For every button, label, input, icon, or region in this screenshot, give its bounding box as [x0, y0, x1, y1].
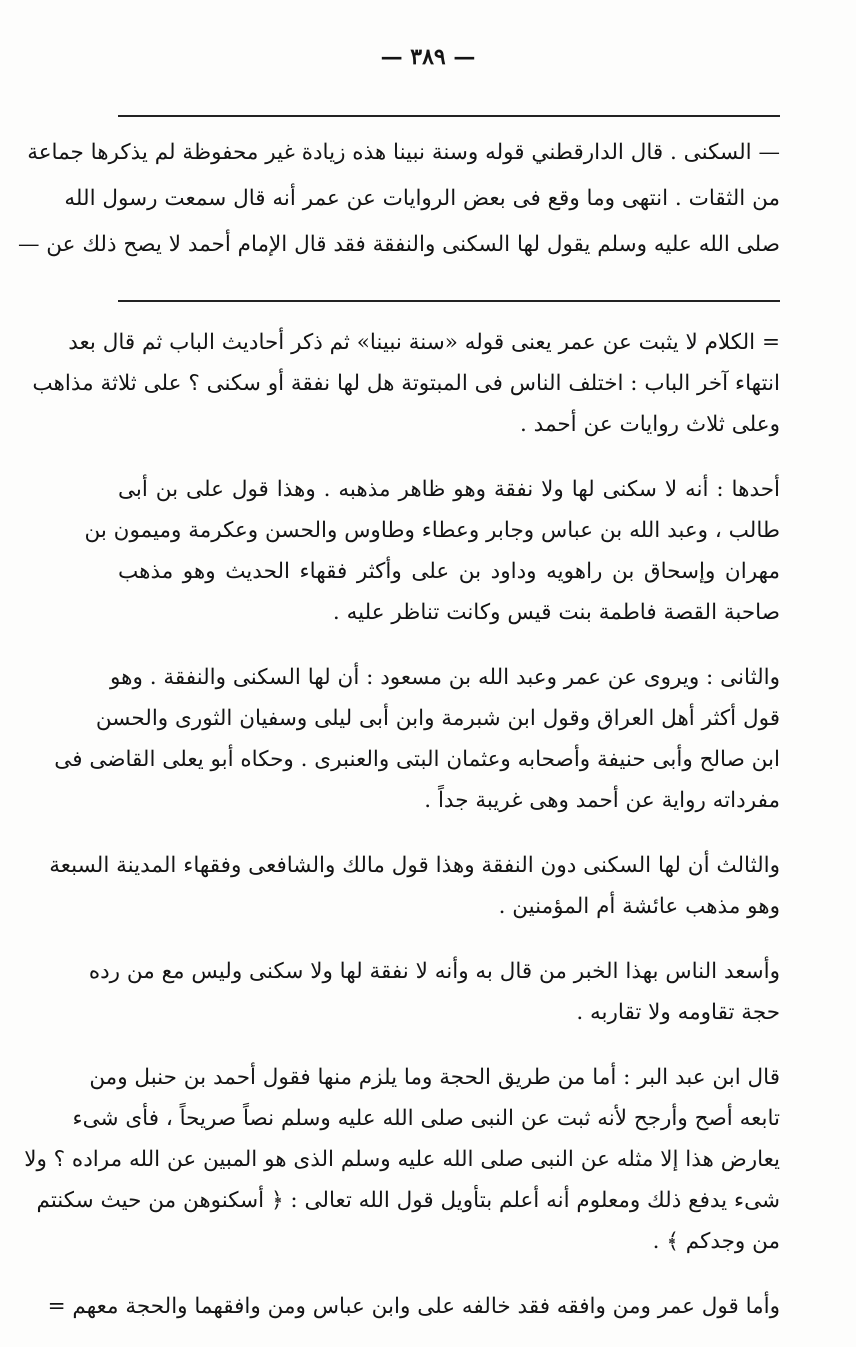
page-number: — ٣٨٩ — [380, 44, 476, 70]
paragraph-strongest-view [88, 951, 780, 1033]
text-line: طالب ، وعبد الله بن عباس وجابر وعطاء وطاوس والحسن وعكرمة وميمون بن [84, 518, 780, 543]
paragraph-second-opinion [54, 657, 780, 821]
text-line: شىء يدفع ذلك ومعلوم أنه أعلم بتأويل قول الله تعالى : ﴿ أسكنوهن من حيث سكنتم [36, 1188, 780, 1213]
text-line: ابن صالح وأبى حنيفة وأصحابه وعثمان البتى والعنبرى . وحكاه أبو يعلى القاضى فى [54, 747, 780, 772]
paragraph-umar-opinion [47, 1286, 780, 1327]
text-line: والثانى : ويروى عن عمر وعبد الله بن مسعود : أن لها السكنى والنفقة . وهو [110, 665, 780, 690]
text-line: وأما قول عمر ومن وافقه فقد خالفه على وابن عباس ومن وافقهما والحجة معهم = [47, 1294, 780, 1319]
text-line: قال ابن عبد البر : أما من طريق الحجة وما يلزم منها فقول أحمد بن حنبل ومن [89, 1065, 780, 1090]
footnote-separator-rule [118, 300, 780, 302]
paragraph-ibn-abd-al-barr [24, 1057, 780, 1262]
main-text [24, 322, 780, 1351]
text-line: وعلى ثلاث روايات عن أحمد . [520, 412, 780, 437]
text-line: من وجدكم ﴾ . [652, 1229, 780, 1254]
paragraph-third-opinion [49, 845, 780, 927]
text-line: انتهاء آخر الباب : اختلف الناس فى المبتوتة هل لها نفقة أو سكنى ؟ على ثلاثة مذاهب [32, 371, 780, 396]
text-line: حجة تقاومه ولا تقاربه . [576, 1000, 780, 1025]
text-line: وأسعد الناس بهذا الخبر من قال به وأنه لا نفقة لها ولا سكنى وليس مع من رده [88, 959, 780, 984]
text-line: يعارض هذا إلا مثله عن النبى صلى الله عليه وسلم الذى هو المبين عن الله مراده ؟ ولا [24, 1147, 780, 1172]
paragraph-first-opinion [84, 469, 780, 633]
footnote-block [17, 130, 780, 268]
text-line: مفرداته رواية عن أحمد وهى غريبة جداً . [424, 788, 780, 813]
footnote-line: — السكنى . قال الدارقطني قوله وسنة نبينا هذه زيادة غير محفوظة لم يذكرها جماعة [27, 140, 780, 165]
header-rule [118, 115, 780, 117]
text-line: صاحبة القصة فاطمة بنت قيس وكانت تناظر عليه . [332, 600, 780, 625]
paragraph-continuation [32, 322, 780, 445]
text-line: = الكلام لا يثبت عن عمر يعنى قوله «سنة نبينا» ثم ذكر أحاديث الباب ثم قال بعد [68, 330, 780, 355]
text-line: أحدها : أنه لا سكنى لها ولا نفقة وهو ظاهر مذهبه . وهذا قول على بن أبى [118, 477, 780, 502]
footnote-line: من الثقات . انتهى وما وقع فى بعض الروايات عن عمر أنه قال سمعت رسول الله [64, 186, 780, 211]
text-line: قول أكثر أهل العراق وقول ابن شبرمة وابن أبى ليلى وسفيان الثورى والحسن [95, 706, 780, 731]
text-line: والثالث أن لها السكنى دون النفقة وهذا قول مالك والشافعى وفقهاء المدينة السبعة [49, 853, 780, 878]
text-line: تابعه أصح وأرجح لأنه ثبت عن النبى صلى الله عليه وسلم نصاً صريحاً ، فأى شىء [72, 1106, 780, 1131]
text-line: وهو مذهب عائشة أم المؤمنين . [498, 894, 780, 919]
footnote-line: صلى الله عليه وسلم يقول لها السكنى والنفقة فقد قال الإمام أحمد لا يصح ذلك عن — [17, 232, 780, 257]
text-line: مهران وإسحاق بن راهويه وداود بن على وأكثر فقهاء الحديث وهو مذهب [118, 559, 780, 584]
